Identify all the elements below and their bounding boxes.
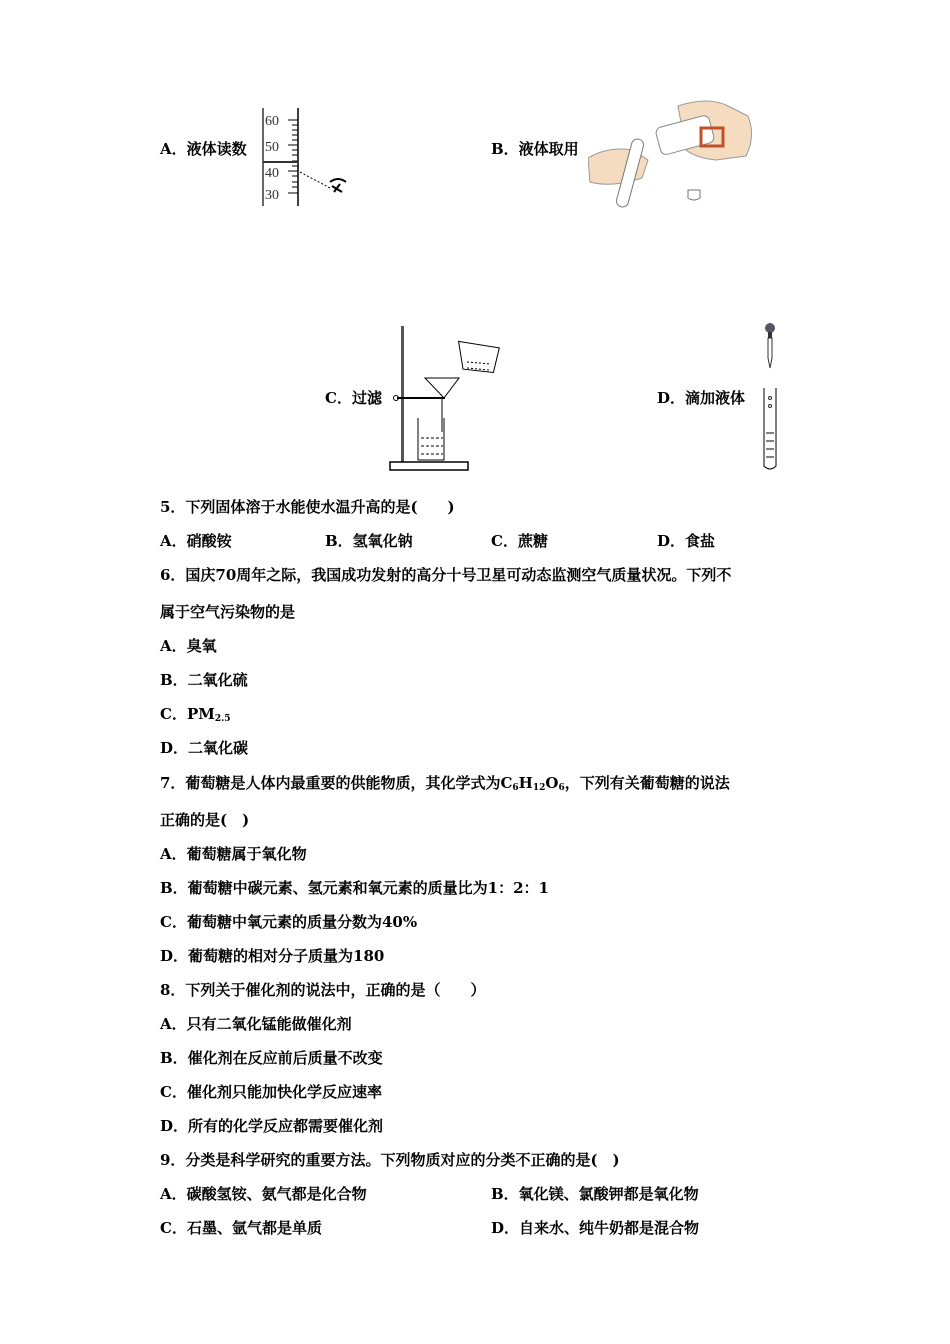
q6-stem-line2: 属于空气污染物的是 (160, 603, 296, 621)
q8-option-a: A．只有二氧化锰能做催化剂 (160, 1015, 352, 1033)
scale-tick-30: 30 (265, 188, 279, 203)
q9-option-d: D．自来水、纯牛奶都是混合物 (491, 1219, 700, 1237)
q4-option-a: A．液体读数 (160, 140, 247, 158)
scale-tick-60: 60 (265, 114, 279, 129)
q8-option-b: B．催化剂在反应前后质量不改变 (160, 1049, 383, 1067)
q7-stem-pre: 7．葡萄糖是人体内最重要的供能物质，其化学式为 (160, 774, 501, 792)
q6-option-c (160, 705, 231, 728)
pm-subscript: 2.5 (214, 714, 231, 724)
q7-stem-line2: 正确的是( ) (160, 811, 250, 829)
q6-option-b: B．二氧化硫 (160, 671, 248, 689)
q5-option-d: D．食盐 (657, 532, 716, 550)
q6-option-c-text: C．PM (160, 705, 215, 723)
q5-option-c: C．蔗糖 (491, 532, 548, 550)
q9-option-c: C．石墨、氩气都是单质 (160, 1219, 322, 1237)
liquid-pouring-figure (588, 98, 758, 213)
q7-stem-post: ，下列有关葡萄糖的说法 (564, 774, 730, 792)
q5-option-a: A．硝酸铵 (160, 532, 232, 550)
q7-option-a: A．葡萄糖属于氧化物 (160, 845, 307, 863)
q8-option-d: D．所有的化学反应都需要催化剂 (160, 1117, 384, 1135)
q8-option-c: C．催化剂只能加快化学反应速率 (160, 1083, 382, 1101)
q5-option-b: B．氢氧化钠 (325, 532, 413, 550)
q9-stem: 9．分类是科学研究的重要方法。下列物质对应的分类不正确的是( ) (160, 1151, 620, 1169)
q6-stem-line1: 6．国庆70周年之际，我国成功发射的高分十号卫星可动态监测空气质量状况。下列不 (160, 566, 732, 584)
glucose-formula: $C_6H_{12}O_6$ (500, 774, 565, 793)
q6-option-a: A．臭氧 (160, 637, 217, 655)
filtration-figure (385, 322, 510, 474)
q5-stem: 5．下列固体溶于水能使水温升高的是( ) (160, 498, 455, 516)
q7-option-b: B．葡萄糖中碳元素、氢元素和氧元素的质量比为1：2：1 (160, 879, 549, 897)
scale-tick-40: 40 (265, 166, 279, 181)
q7-option-d: D．葡萄糖的相对分子质量为180 (160, 947, 385, 965)
q8-stem: 8．下列关于催化剂的说法中，正确的是（ ） (160, 981, 486, 999)
q4-option-b: B．液体取用 (491, 140, 579, 158)
q7-option-c: C．葡萄糖中氧元素的质量分数为40% (160, 913, 418, 931)
scale-tick-50: 50 (265, 140, 279, 155)
graduated-cylinder-figure (258, 106, 353, 208)
dropper-test-tube-figure (760, 318, 784, 474)
q7-stem-line1 (160, 774, 730, 797)
q4-option-d: D．滴加液体 (657, 389, 746, 407)
q9-option-b: B．氧化镁、氯酸钾都是氧化物 (491, 1185, 699, 1203)
q6-option-d: D．二氧化碳 (160, 739, 249, 757)
q9-option-a: A．碳酸氢铵、氨气都是化合物 (160, 1185, 367, 1203)
q4-option-c: C．过滤 (325, 389, 382, 407)
